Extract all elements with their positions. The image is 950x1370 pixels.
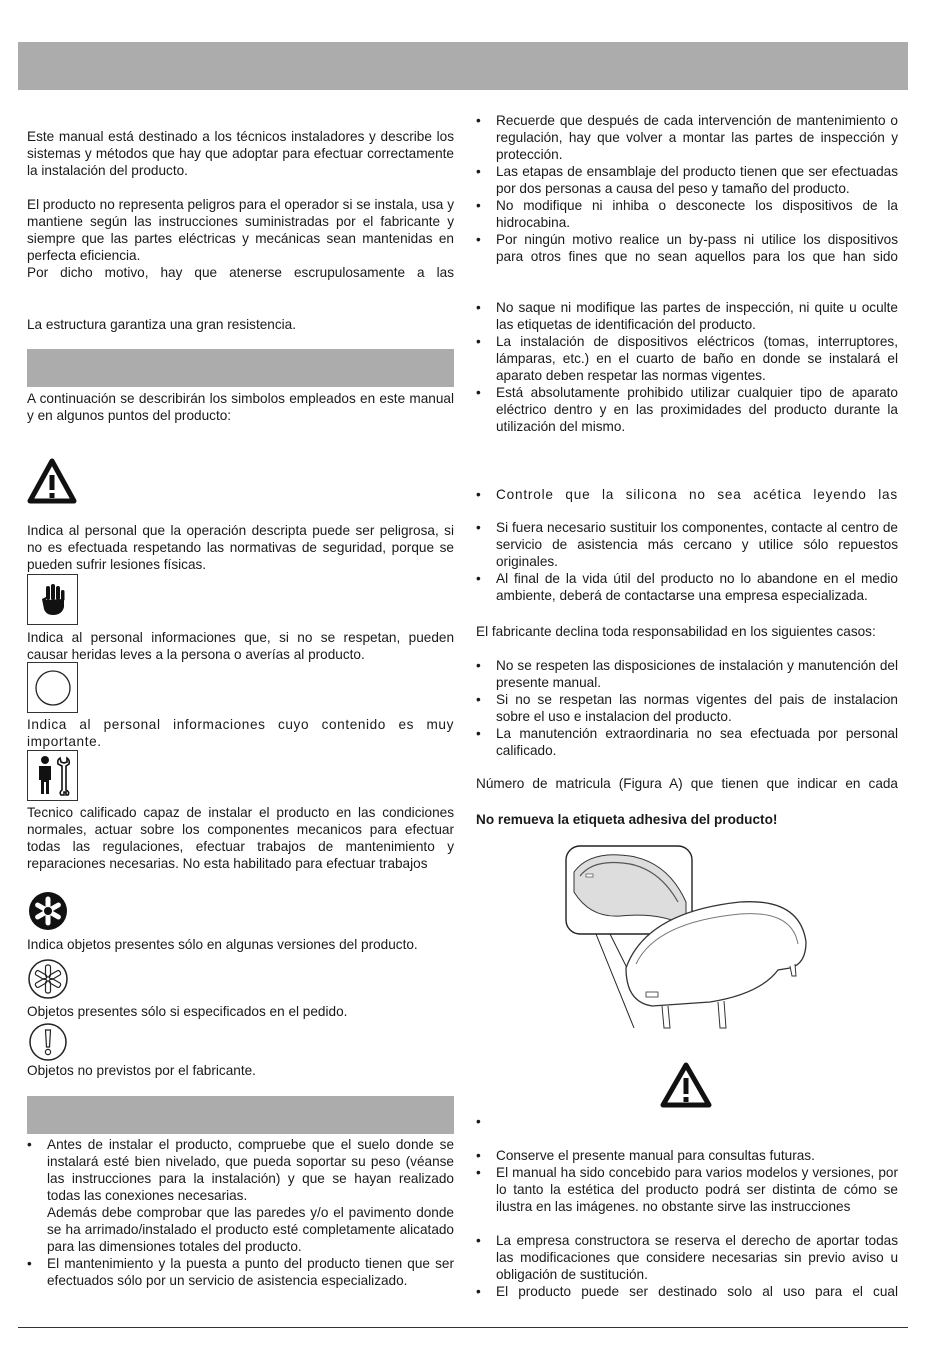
warning-triangle-icon [660, 1062, 712, 1108]
bullets-silicone [476, 486, 898, 503]
star-icon [27, 890, 69, 932]
danger-description: Indica al personal que la operación descripta puede ser peligrosa, si no es efectuada respetando las normativas de seguridad, porque se pueden sufrir lesiones físicas. [27, 523, 454, 572]
list-item: • Está absolutamente prohibido utilizar cualquier tipo de aparato eléctrico dentro y en las proximidades del producto durante la utilización del mismo. [476, 385, 898, 434]
exclamation-description: Objetos no previstos por el fabricante. [27, 1063, 256, 1078]
liability-intro: El fabricante declina toda responsabilidad en los siguientes casos: [476, 624, 876, 639]
empty-bullet: • [476, 1114, 481, 1129]
list-item: • La manutención extraordinaria no sea efectuada por personal calificado. [476, 726, 898, 758]
list-item: • La empresa constructora se reserva el derecho de aportar todas las modificaciones que considere necesarias sin previo aviso u obligación de sustitución. [476, 1233, 898, 1282]
list-item: • Antes de instalar el producto, compruebe que el suelo donde se instalará esté bien nivelado, que pueda soportar su peso (véanse las instrucciones para la instalación) y que se hayan realizado todas las conexiones necesarias. Además debe comprobar que las paredes y/o el pavimento donde se ha arrimado/instalado el producto esté completamente alicatado para las dimensiones totales del producto. [27, 1137, 454, 1254]
list-item: • No modifique ni inhiba o desconecte los dispositivos de la hidrocabina. [476, 198, 898, 230]
intro-paragraph-2: El producto no representa peligros para el operador si se instala, usa y mantiene según las instrucciones suministradas por el fabricante y siempre que las partes eléctricas y mecánicas sean mantenidas en perfecta eficiencia. [27, 197, 454, 263]
list-item: • El manual ha sido concebido para varios modelos y versiones, por lo tanto la estética del producto podrá ser distinta de cómo se ilustra en las imágenes. no obstante sirve las instrucciones [476, 1165, 898, 1214]
star-outline-icon [27, 958, 69, 1000]
list-item: • El producto puede ser destinado solo al uso para el cual [476, 1284, 898, 1299]
bullets-maintenance [476, 112, 898, 265]
technician-icon [27, 750, 78, 801]
list-item: • Las etapas de ensamblaje del producto tienen que ser efectuadas por dos personas a causa del peso y tamaño del producto. [476, 164, 898, 196]
section-bar-symbols [27, 349, 454, 387]
bullets-liability [476, 657, 898, 759]
list-item: • No se respeten las disposiciones de instalación y manutención del presente manual. [476, 658, 898, 690]
intro-paragraph-3: Por dicho motivo, hay que atenerse escrupulosamente a las [27, 265, 454, 280]
list-item: • Por ningún motivo realice un by-pass ni utilice los dispositivos para otros fines que no sean aquellos para los que han sido [476, 232, 898, 264]
installation-bullets [27, 1136, 454, 1289]
circle-description: Indica al personal informaciones cuyo contenido es muy importante. [27, 717, 454, 749]
bullets-inspection [476, 299, 898, 435]
header-bar [18, 42, 908, 90]
list-item: • Si fuera necesario sustituir los componentes, contacte al centro de servicio de asistencia más cercano y utilice sólo repuestos originales. [476, 520, 898, 569]
bathtub-illustration [560, 842, 830, 1032]
symbols-intro: A continuación se describirán los simbolos empleados en este manual y en algunos puntos del producto: [27, 391, 454, 423]
circle-icon [27, 662, 78, 713]
list-item: • Recuerde que después de cada intervención de mantenimiento o regulación, hay que volver a montar las partes de inspección y protección. [476, 113, 898, 162]
hand-description: Indica al personal informaciones que, si no se respetan, pueden causar heridas leves a la persona o averías al producto. [27, 630, 454, 662]
list-item: • Controle que la silicona no sea acética leyendo las [476, 487, 898, 502]
serial-number-text: Número de matricula (Figura A) que tienen que indicar en cada [476, 776, 898, 791]
footer-rule [18, 1327, 908, 1328]
bullets-manufacturer [476, 1232, 898, 1300]
danger-triangle-icon [27, 458, 77, 504]
list-item: • La instalación de dispositivos eléctricos (tomas, interruptores, lámparas, etc.) en el cuarto de baño en donde se instalará el aparato deben respetar las normas vigentes. [476, 334, 898, 383]
section-bar-installation [27, 1096, 454, 1134]
hand-icon [27, 574, 78, 625]
exclamation-icon [27, 1022, 69, 1062]
bullets-components [476, 519, 898, 604]
list-item: • No saque ni modifique las partes de inspección, ni quite u oculte las etiquetas de identificación del producto. [476, 300, 898, 332]
technician-description: Tecnico calificado capaz de instalar el producto en las condiciones normales, actuar sobre los componentes mecanicos para efectuar todas las regulaciones, efectuar trabajos de mantenimiento y reparaciones necesarias. No esta habilitado para efectuar trabajos [27, 805, 454, 871]
intro-paragraph-1: Este manual está destinado a los técnicos instaladores y describe los sistemas y métodos que hay que adoptar para efectuar correctamente la instalación del producto. [27, 129, 454, 178]
star-outline-description: Objetos presentes sólo si especificados en el pedido. [27, 1004, 348, 1019]
list-item: • El mantenimiento y la puesta a punto del producto tienen que ser efectuados sólo por un servicio de asistencia especializado. [27, 1256, 454, 1288]
list-item: • Conserve el presente manual para consultas futuras. [476, 1148, 815, 1163]
label-warning: No remueva la etiqueta adhesiva del producto! [476, 812, 778, 827]
star-description: Indica objetos presentes sólo en algunas versiones del producto. [27, 937, 418, 952]
intro-paragraph-4: La estructura garantiza una gran resistencia. [27, 317, 297, 332]
bullets-manual [476, 1147, 898, 1215]
list-item: • Si no se respetan las normas vigentes del pais de instalacion sobre el uso e instalacion del producto. [476, 692, 898, 724]
list-item: • Al final de la vida útil del producto no lo abandone en el medio ambiente, deberá de contactarse una empresa especializada. [476, 571, 898, 603]
